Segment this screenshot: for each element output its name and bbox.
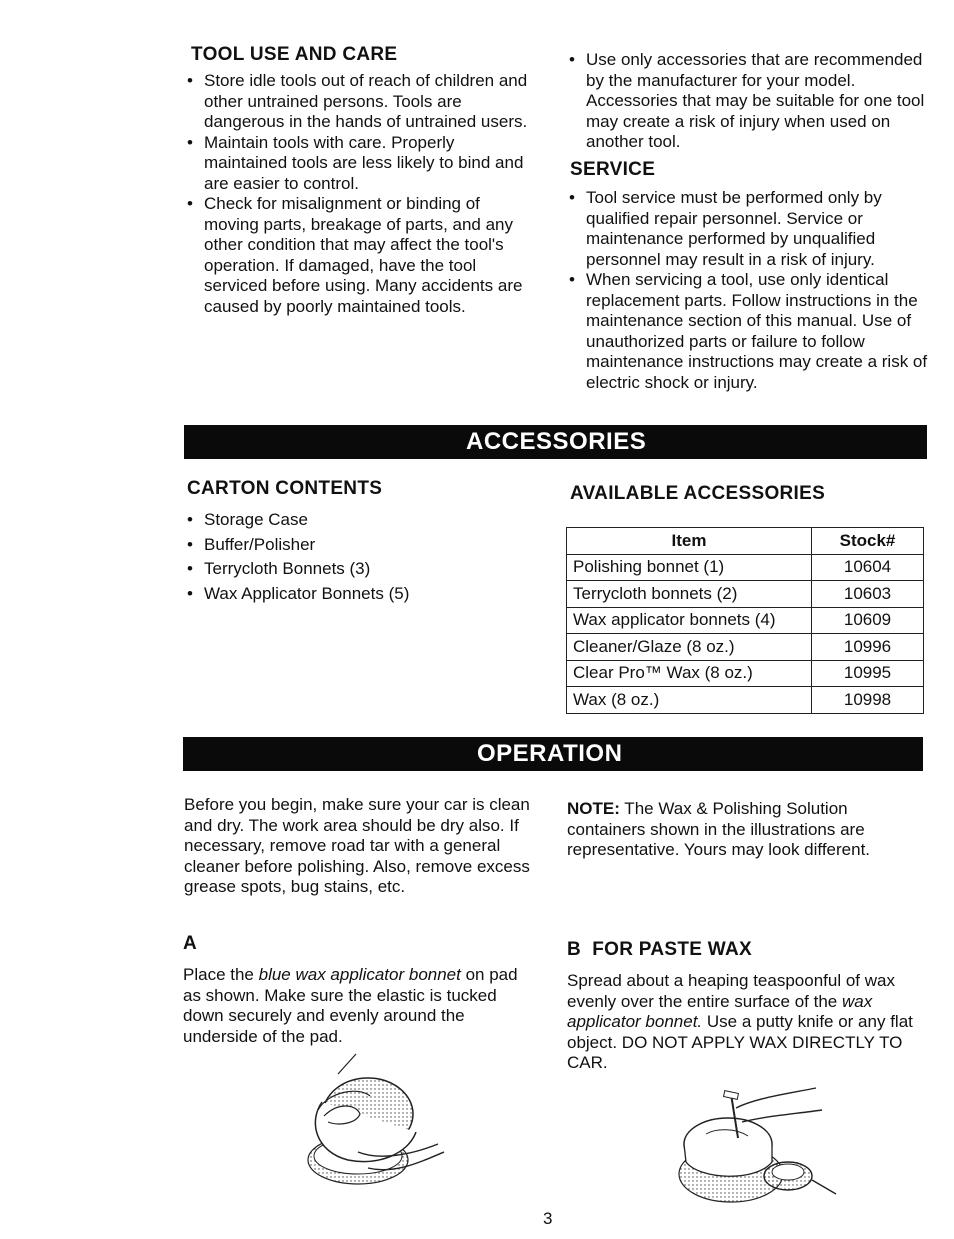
table-cell-stock: 10996 — [812, 634, 924, 661]
list-item: • Check for misalignment or binding of moving parts, breakage of parts, and any other condition that may affect the tool's operation. If damaged, have the tool serviced before using. Many accidents are caused by poorly maintained tools. — [184, 194, 536, 317]
table-row — [567, 554, 924, 581]
note-text: The Wax & Polishing Solution containers shown in the illustrations are representative. Yours may look different. — [567, 799, 871, 859]
table-cell-stock: 10604 — [812, 554, 924, 581]
step-a-italic: blue wax applicator bonnet — [258, 965, 461, 984]
operation-banner-title: OPERATION — [477, 740, 623, 767]
table-row — [567, 660, 924, 687]
paste-wax-illustration — [676, 1084, 841, 1214]
list-item: • Storage Case — [184, 508, 514, 533]
tool-use-care-list — [184, 71, 536, 317]
step-b-heading — [567, 939, 752, 961]
table-cell-stock: 10998 — [812, 687, 924, 714]
table-row — [567, 607, 924, 634]
accessories-banner — [184, 425, 927, 459]
list-item: • Wax Applicator Bonnets (5) — [184, 582, 514, 607]
column-header-stock: Stock# — [812, 528, 924, 555]
step-b-label: B — [567, 939, 582, 960]
accessories-banner-title: ACCESSORIES — [466, 428, 647, 455]
step-a-text: Place the blue wax applicator bonnet on pad as shown. Make sure the elastic is tucked down securely and evenly around the underside of the pad. — [183, 965, 518, 1046]
table-cell-stock: 10995 — [812, 660, 924, 687]
table-cell-stock: 10609 — [812, 607, 924, 634]
step-b-italic: wax applicator bonnet. — [567, 991, 873, 1031]
list-item: • Terrycloth Bonnets (3) — [184, 557, 514, 582]
note-label: NOTE: — [567, 799, 620, 818]
list-item: • Use only accessories that are recommended by the manufacturer for your model. Accessories that may be suitable for one tool may create a risk of injury when used on another tool. — [566, 50, 930, 153]
tool-use-care-heading: TOOL USE AND CARE — [191, 44, 398, 65]
carton-contents-list — [184, 508, 514, 606]
table-header-row — [567, 528, 924, 555]
table-row — [567, 634, 924, 661]
list-item: • Buffer/Polisher — [184, 533, 514, 558]
column-header-item: Item — [567, 528, 812, 555]
list-item: • When servicing a tool, use only identical replacement parts. Follow instructions in the maintenance section of this manual. Use of unauthorized parts or failure to follow maintenance instructions may create a risk of electric shock or injury. — [566, 270, 930, 393]
operation-banner — [183, 737, 923, 771]
step-b-title: FOR PASTE WAX — [592, 939, 752, 960]
table-cell-item: Wax applicator bonnets (4) — [567, 607, 812, 634]
bonnet-pad-illustration — [298, 1052, 448, 1197]
table-cell-item: Terrycloth bonnets (2) — [567, 581, 812, 608]
table-row — [567, 581, 924, 608]
table-row — [567, 687, 924, 714]
accessories-note-list — [566, 50, 930, 153]
step-b-text: Spread about a heaping teaspoonful of wax evenly over the entire surface of the wax applicator bonnet. Use a putty knife or any flat object. DO NOT APPLY WAX DIRECTLY TO CAR. — [567, 971, 913, 1072]
list-item: • Store idle tools out of reach of children and other untrained persons. Tools are dangerous in the hands of untrained users. — [184, 71, 536, 133]
available-accessories-heading: AVAILABLE ACCESSORIES — [570, 483, 826, 504]
list-item: • Tool service must be performed only by qualified repair personnel. Service or maintenance performed by unqualified personnel may result in a risk of injury. — [566, 188, 930, 270]
service-heading: SERVICE — [570, 159, 656, 180]
accessories-table — [566, 527, 924, 714]
service-list — [566, 188, 930, 393]
table-cell-item: Cleaner/Glaze (8 oz.) — [567, 634, 812, 661]
step-a-label: A — [183, 933, 198, 954]
operation-note — [567, 799, 917, 861]
table-cell-item: Wax (8 oz.) — [567, 687, 812, 714]
list-item: • Maintain tools with care. Properly maintained tools are less likely to bind and are easier to control. — [184, 133, 536, 195]
table-cell-item: Clear Pro™ Wax (8 oz.) — [567, 660, 812, 687]
table-cell-item: Polishing bonnet (1) — [567, 554, 812, 581]
carton-contents-heading: CARTON CONTENTS — [187, 478, 383, 499]
page-number: 3 — [543, 1209, 553, 1228]
table-cell-stock: 10603 — [812, 581, 924, 608]
operation-intro: Before you begin, make sure your car is clean and dry. The work area should be dry also. If necessary, remove road tar with a general cleaner before polishing. Also, remove excess grease spots, bug stains, etc. — [184, 795, 530, 896]
